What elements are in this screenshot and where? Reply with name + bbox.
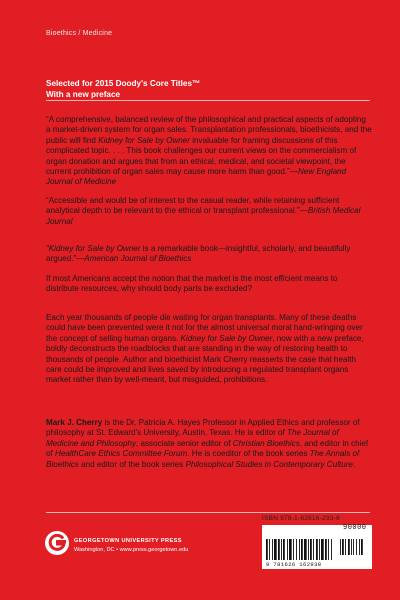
series-title: Philosophical Studies in Contemporary Culture [185, 459, 353, 469]
review-quote-nejm [46, 115, 372, 188]
book-title: “Kidney for Sale by Owner [46, 244, 141, 253]
publisher-address: Washington, DC • www.press.georgetown.edu [74, 547, 189, 553]
review-quote-bmj [46, 196, 372, 227]
bio-text: . [352, 459, 356, 469]
isbn-label: ISBN 978-1-62616-293-8 [262, 515, 341, 522]
book-title: Kidney for Sale by Owner [98, 135, 190, 145]
award-banner [46, 78, 200, 100]
journal-title: The Journal of Medicine and Philosophy [46, 428, 339, 448]
preface-line: With a new preface [46, 90, 121, 99]
series-title: The Annals of Bioethics [46, 449, 360, 469]
divider-bottom [46, 512, 370, 513]
body-text: Each year thousands of people die waiting for organ transplants. Many of these deaths could have been prevented were it not for the almost universal moral hand-wringing over the concept of selling human organs. [46, 313, 363, 343]
divider-top [46, 100, 370, 101]
author-bio [46, 418, 372, 470]
quote-text: invaluable for framing discussions of this complicated topic. . . . This book challenges our current views on the commercialism of organ donation and argues that from an ethical, medical, and societal viewpoint, the current prohibition of organ sales may cause more harm than good.”— [46, 135, 357, 177]
bio-text: and editor of the book series [78, 459, 186, 469]
barcode-digits: 9 781626 162938 [266, 561, 322, 568]
quote-text: “A comprehensive, balanced review of the philosophical and practical aspects of adopting a market-driven system for organ sales. Transplantation professionals, bioethicists, and the public will find [46, 115, 372, 145]
bio-text: , and editor in chief of [46, 438, 369, 459]
award-line: Selected for 2015 Doody's Core Titles™ [46, 79, 201, 88]
body-text: , now with a new preface, boldly deconstructs the roadblocks that are standing in the way of restoring health to thousands of people. Author and bioethicist Mark Cherry reasserts the case that health care could be improved and lives saved by introducing a regulated transplant organs market rather than by well-meant, but misguided, prohibitions. [46, 333, 364, 385]
journal-title: Christian Bioethics [232, 438, 300, 448]
journal-title: HealthCare Ethics Committee Forum [55, 449, 188, 459]
quote-text: is a remarkable book—insightful, scholarly, and beautifully argued.”— [46, 244, 351, 264]
bio-text: . He is coeditor of the book series [187, 449, 310, 459]
quote-source: British Medical Journal [46, 206, 361, 226]
barcode-icon [266, 539, 366, 560]
quote-source: New England Journal of Medicine [46, 167, 347, 187]
review-quote-ajob [46, 244, 372, 265]
publisher-name: GEORGETOWN UNIVERSITY PRESS [74, 538, 182, 544]
georgetown-logo-icon [44, 529, 70, 562]
quote-source: American Journal of Bioethics [84, 254, 192, 264]
category-label: Bioethics / Medicine [46, 30, 113, 37]
book-title: Kidney for Sale by Owner [180, 333, 273, 343]
author-name: Mark J. Cherry [46, 418, 103, 427]
bio-text: is the Dr. Patricia A. Hayes Professor in Applied Ethics and professor of philosophy at St. Edward's University, Austin, Texas. He is editor of [46, 418, 360, 438]
body-paragraph [46, 313, 372, 386]
bio-text: , associate senior editor of [136, 438, 233, 448]
body-question: If most Americans accept the notion that the market is the most efficient means to distribute resources, why should body parts be excluded? [46, 274, 338, 294]
price-code: 90000 [343, 524, 367, 532]
quote-text: “Accessible and would be of interest to the casual reader, while retaining sufficient analytical depth to be relevant to the ethical or transplant professional.”— [46, 196, 340, 216]
